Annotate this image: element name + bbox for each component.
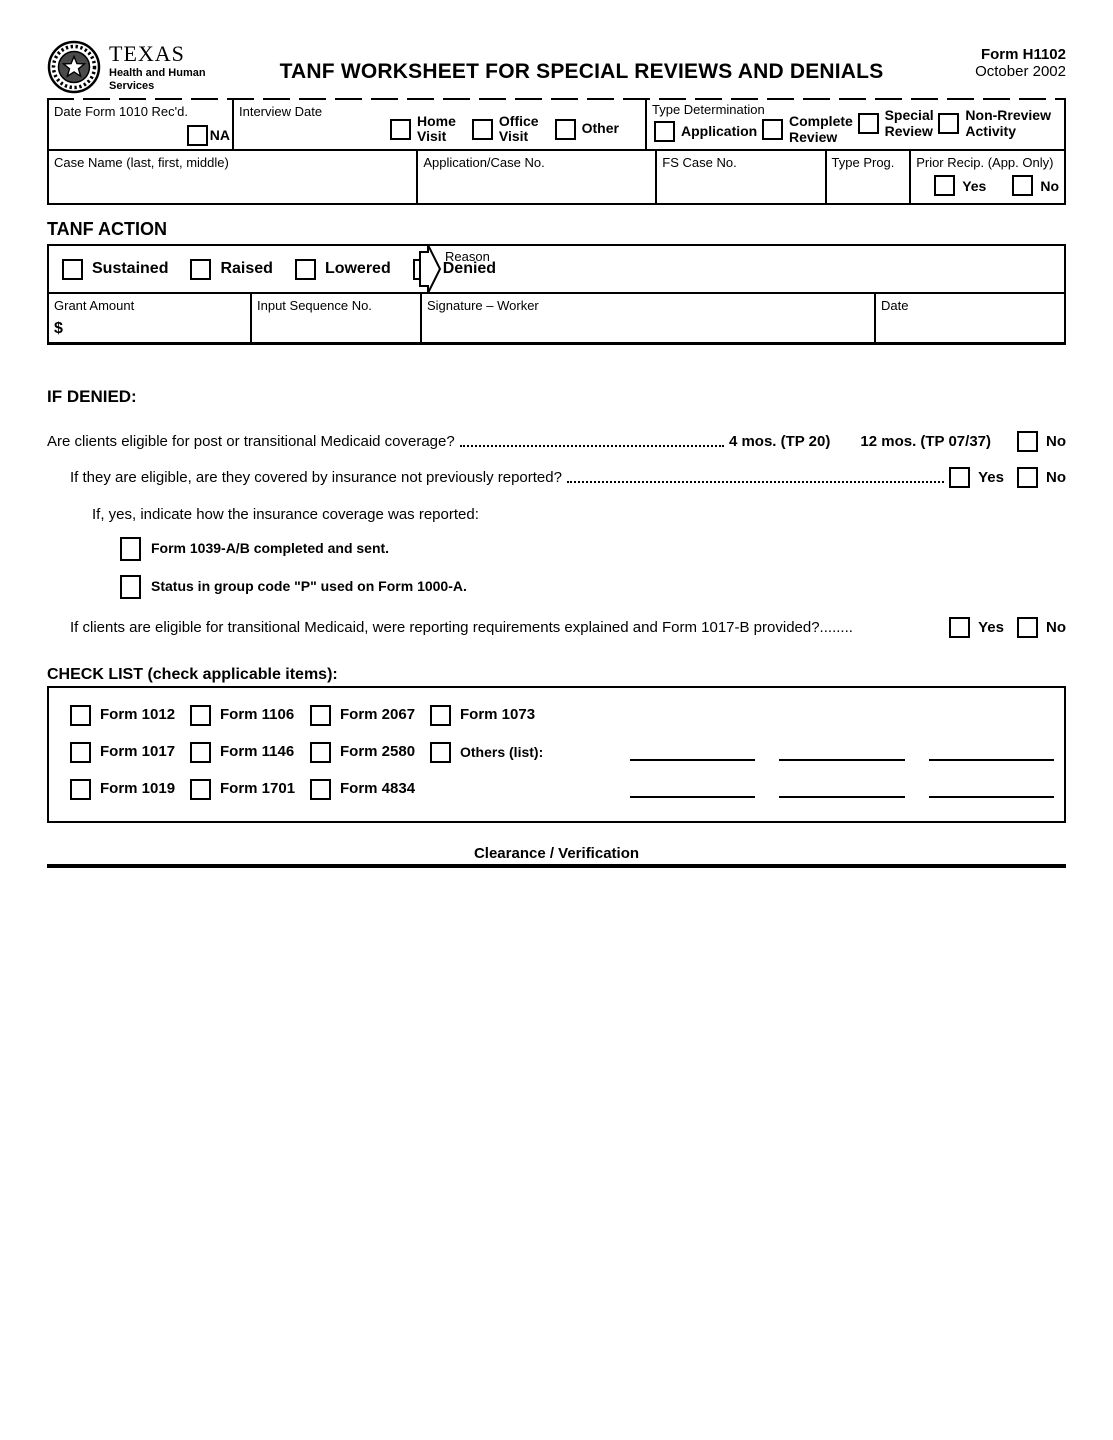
q2-yes-checkbox[interactable]: [949, 467, 970, 488]
special-review-label-2: Review: [884, 122, 933, 139]
tanf-action-options-row: [49, 246, 1064, 292]
logo-brand-text: TEXAS: [109, 41, 185, 67]
logo-sub-text-1: Health and Human: [109, 67, 206, 80]
home-visit-label-2: Visit: [417, 128, 447, 145]
application-case-no-label: Application/Case No.: [423, 155, 545, 170]
question-reporting-requirements: [70, 617, 1066, 638]
question-medicaid-coverage: [47, 431, 1066, 452]
others-checkbox[interactable]: [430, 742, 451, 763]
case-name-label: Case Name (last, first, middle): [54, 155, 229, 170]
special-review-checkbox[interactable]: [858, 113, 879, 134]
form-1701-label: Form 1701: [220, 780, 296, 798]
case-identification-table: [47, 100, 1066, 205]
checklist-box: [47, 686, 1066, 823]
checklist-row: [49, 697, 1054, 734]
type-determination-label: Type Determination: [652, 102, 765, 117]
form-number: Form H1102: [980, 46, 1066, 63]
tanf-action-heading: TANF ACTION: [47, 219, 167, 239]
sustained-label: Sustained: [92, 260, 169, 277]
form-1106-checkbox[interactable]: [190, 705, 211, 726]
option-group-code-p: [120, 575, 1066, 599]
q4-yes-label: Yes: [978, 619, 1004, 636]
q1-text: Are clients eligible for post or transitional Medicaid coverage?: [47, 433, 455, 450]
others-fill-line-4[interactable]: [630, 782, 755, 798]
others-fill-line-5[interactable]: [779, 782, 904, 798]
others-fill-line-1[interactable]: [630, 745, 755, 761]
form-1073-checkbox[interactable]: [430, 705, 451, 726]
checklist-row: [49, 734, 1054, 771]
form-1039-checkbox[interactable]: [120, 537, 141, 561]
na-label: NA: [209, 126, 230, 143]
checklist-heading: CHECK LIST (check applicable items):: [47, 666, 338, 683]
texas-hhs-logo: [47, 40, 247, 94]
raised-checkbox[interactable]: [190, 259, 211, 280]
q2-no-checkbox[interactable]: [1017, 467, 1038, 488]
insurance-reported-intro: If, yes, indicate how the insurance coverage was reported:: [92, 506, 479, 523]
date-form-1010-label: Date Form 1010 Rec'd.: [54, 104, 188, 119]
form-2067-checkbox[interactable]: [310, 705, 331, 726]
q1-no-label: No: [1046, 433, 1066, 450]
reason-field[interactable]: [444, 264, 1058, 290]
clearance-verification-heading: Clearance / Verification: [473, 845, 640, 862]
other-visit-label: Other: [581, 120, 619, 137]
group-code-p-checkbox[interactable]: [120, 575, 141, 599]
non-rreview-activity-checkbox[interactable]: [938, 113, 959, 134]
prior-recip-yes-checkbox[interactable]: [934, 175, 955, 196]
form-1146-checkbox[interactable]: [190, 742, 211, 763]
prior-recip-yes-label: Yes: [962, 177, 987, 194]
interview-date-field[interactable]: [234, 100, 645, 149]
raised-label: Raised: [220, 260, 273, 277]
form-1039-label: Form 1039-A/B completed and sent.: [151, 540, 390, 557]
q1-option-4mos: 4 mos. (TP 20): [728, 433, 831, 450]
form-1106-label: Form 1106: [220, 706, 295, 724]
prior-recip-cell: [911, 151, 1064, 203]
question-insurance-reported: [70, 467, 1066, 488]
form-header: [0, 0, 1113, 94]
home-visit-label-1: Home: [417, 112, 456, 129]
form-2580-label: Form 2580: [340, 743, 416, 761]
signature-worker-field[interactable]: [422, 294, 876, 342]
if-denied-heading: IF DENIED:: [47, 387, 137, 406]
form-1017-label: Form 1017: [100, 743, 176, 761]
page-title: TANF WORKSHEET FOR SPECIAL REVIEWS AND DENIALS: [279, 60, 884, 83]
complete-review-checkbox[interactable]: [762, 119, 783, 140]
fs-case-no-field[interactable]: [657, 151, 826, 203]
group-code-p-label: Status in group code "P" used on Form 1000-A.: [151, 578, 467, 595]
tanf-action-detail-row: [49, 292, 1064, 342]
currency-symbol: $: [54, 320, 63, 337]
input-sequence-label: Input Sequence No.: [257, 298, 372, 313]
option-form-1039: [120, 537, 1066, 561]
form-4834-checkbox[interactable]: [310, 779, 331, 800]
clearance-divider: [47, 864, 1066, 868]
date-form-1010-field[interactable]: [49, 100, 234, 149]
q4-text: If clients are eligible for transitional Medicaid, were reporting requirements explained and Form 1017-B provided?........: [70, 619, 853, 636]
date-label: Date: [881, 298, 909, 313]
denied-label: Denied: [442, 260, 497, 277]
others-label: Others (list):: [460, 743, 544, 760]
signature-worker-label: Signature – Worker: [427, 298, 539, 313]
other-visit-checkbox[interactable]: [555, 119, 576, 140]
prior-recip-no-checkbox[interactable]: [1012, 175, 1033, 196]
complete-review-label-1: Complete: [789, 113, 853, 129]
office-visit-label-2: Visit: [498, 128, 529, 145]
non-rreview-label-2: Activity: [965, 122, 1016, 139]
interview-date-label: Interview Date: [239, 104, 323, 119]
lowered-label: Lowered: [324, 260, 391, 277]
office-visit-checkbox[interactable]: [472, 119, 493, 140]
others-fill-line-3[interactable]: [929, 745, 1054, 761]
form-1019-checkbox[interactable]: [70, 779, 91, 800]
application-case-no-field[interactable]: [418, 151, 657, 203]
lowered-checkbox[interactable]: [295, 259, 316, 280]
type-determination-cell: [645, 100, 1064, 149]
na-checkbox[interactable]: [187, 125, 208, 146]
tanf-action-box: [47, 244, 1066, 345]
dotted-leader: [460, 445, 724, 447]
type-prog-field[interactable]: [827, 151, 912, 203]
form-1701-checkbox[interactable]: [190, 779, 211, 800]
fs-case-no-label: FS Case No.: [662, 155, 737, 170]
prior-recip-label: Prior Recip. (App. Only): [916, 155, 1054, 170]
input-sequence-field[interactable]: [252, 294, 422, 342]
special-review-label-1: Special: [884, 107, 934, 123]
reason-arrow-icon: [418, 243, 442, 300]
q4-no-checkbox[interactable]: [1017, 617, 1038, 638]
others-fill-line-6[interactable]: [929, 782, 1054, 798]
dotted-leader: [567, 481, 944, 483]
table-row: [49, 151, 1064, 203]
q1-option-12mos: 12 mos. (TP 07/37): [860, 433, 991, 450]
texas-seal-icon: [47, 40, 101, 94]
q4-yes-checkbox[interactable]: [949, 617, 970, 638]
form-1017-checkbox[interactable]: [70, 742, 91, 763]
application-checkbox[interactable]: [654, 121, 675, 142]
others-fill-line-2[interactable]: [779, 745, 904, 761]
application-label: Application: [681, 122, 758, 139]
complete-review-label-2: Review: [789, 128, 838, 145]
form-1012-checkbox[interactable]: [70, 705, 91, 726]
sustained-checkbox[interactable]: [62, 259, 83, 280]
grant-amount-label: Grant Amount: [54, 298, 135, 313]
form-1146-label: Form 1146: [220, 743, 295, 761]
form-1073-label: Form 1073: [460, 706, 536, 724]
q2-text: If they are eligible, are they covered by insurance not previously reported?: [70, 469, 562, 486]
non-rreview-label-1: Non-Rreview: [965, 107, 1051, 123]
checklist-row: [49, 771, 1054, 808]
form-4834-label: Form 4834: [340, 780, 416, 798]
form-1012-label: Form 1012: [100, 706, 176, 724]
form-2067-label: Form 2067: [340, 706, 416, 724]
table-row: [49, 100, 1064, 151]
type-prog-label: Type Prog.: [831, 155, 895, 170]
form-2580-checkbox[interactable]: [310, 742, 331, 763]
prior-recip-no-label: No: [1040, 177, 1059, 194]
q4-no-label: No: [1046, 619, 1066, 636]
logo-sub-text-2: Services: [109, 80, 155, 92]
q1-no-checkbox[interactable]: [1017, 431, 1038, 452]
reason-label: Reason: [445, 249, 490, 264]
home-visit-checkbox[interactable]: [390, 119, 411, 140]
q2-no-label: No: [1046, 469, 1066, 486]
case-name-field[interactable]: [49, 151, 418, 203]
office-visit-label-1: Office: [498, 112, 539, 129]
date-field[interactable]: [876, 294, 1064, 342]
grant-amount-field[interactable]: [49, 294, 252, 342]
form-1019-label: Form 1019: [100, 780, 176, 798]
form-date: October 2002: [975, 63, 1066, 80]
q2-yes-label: Yes: [978, 469, 1004, 486]
